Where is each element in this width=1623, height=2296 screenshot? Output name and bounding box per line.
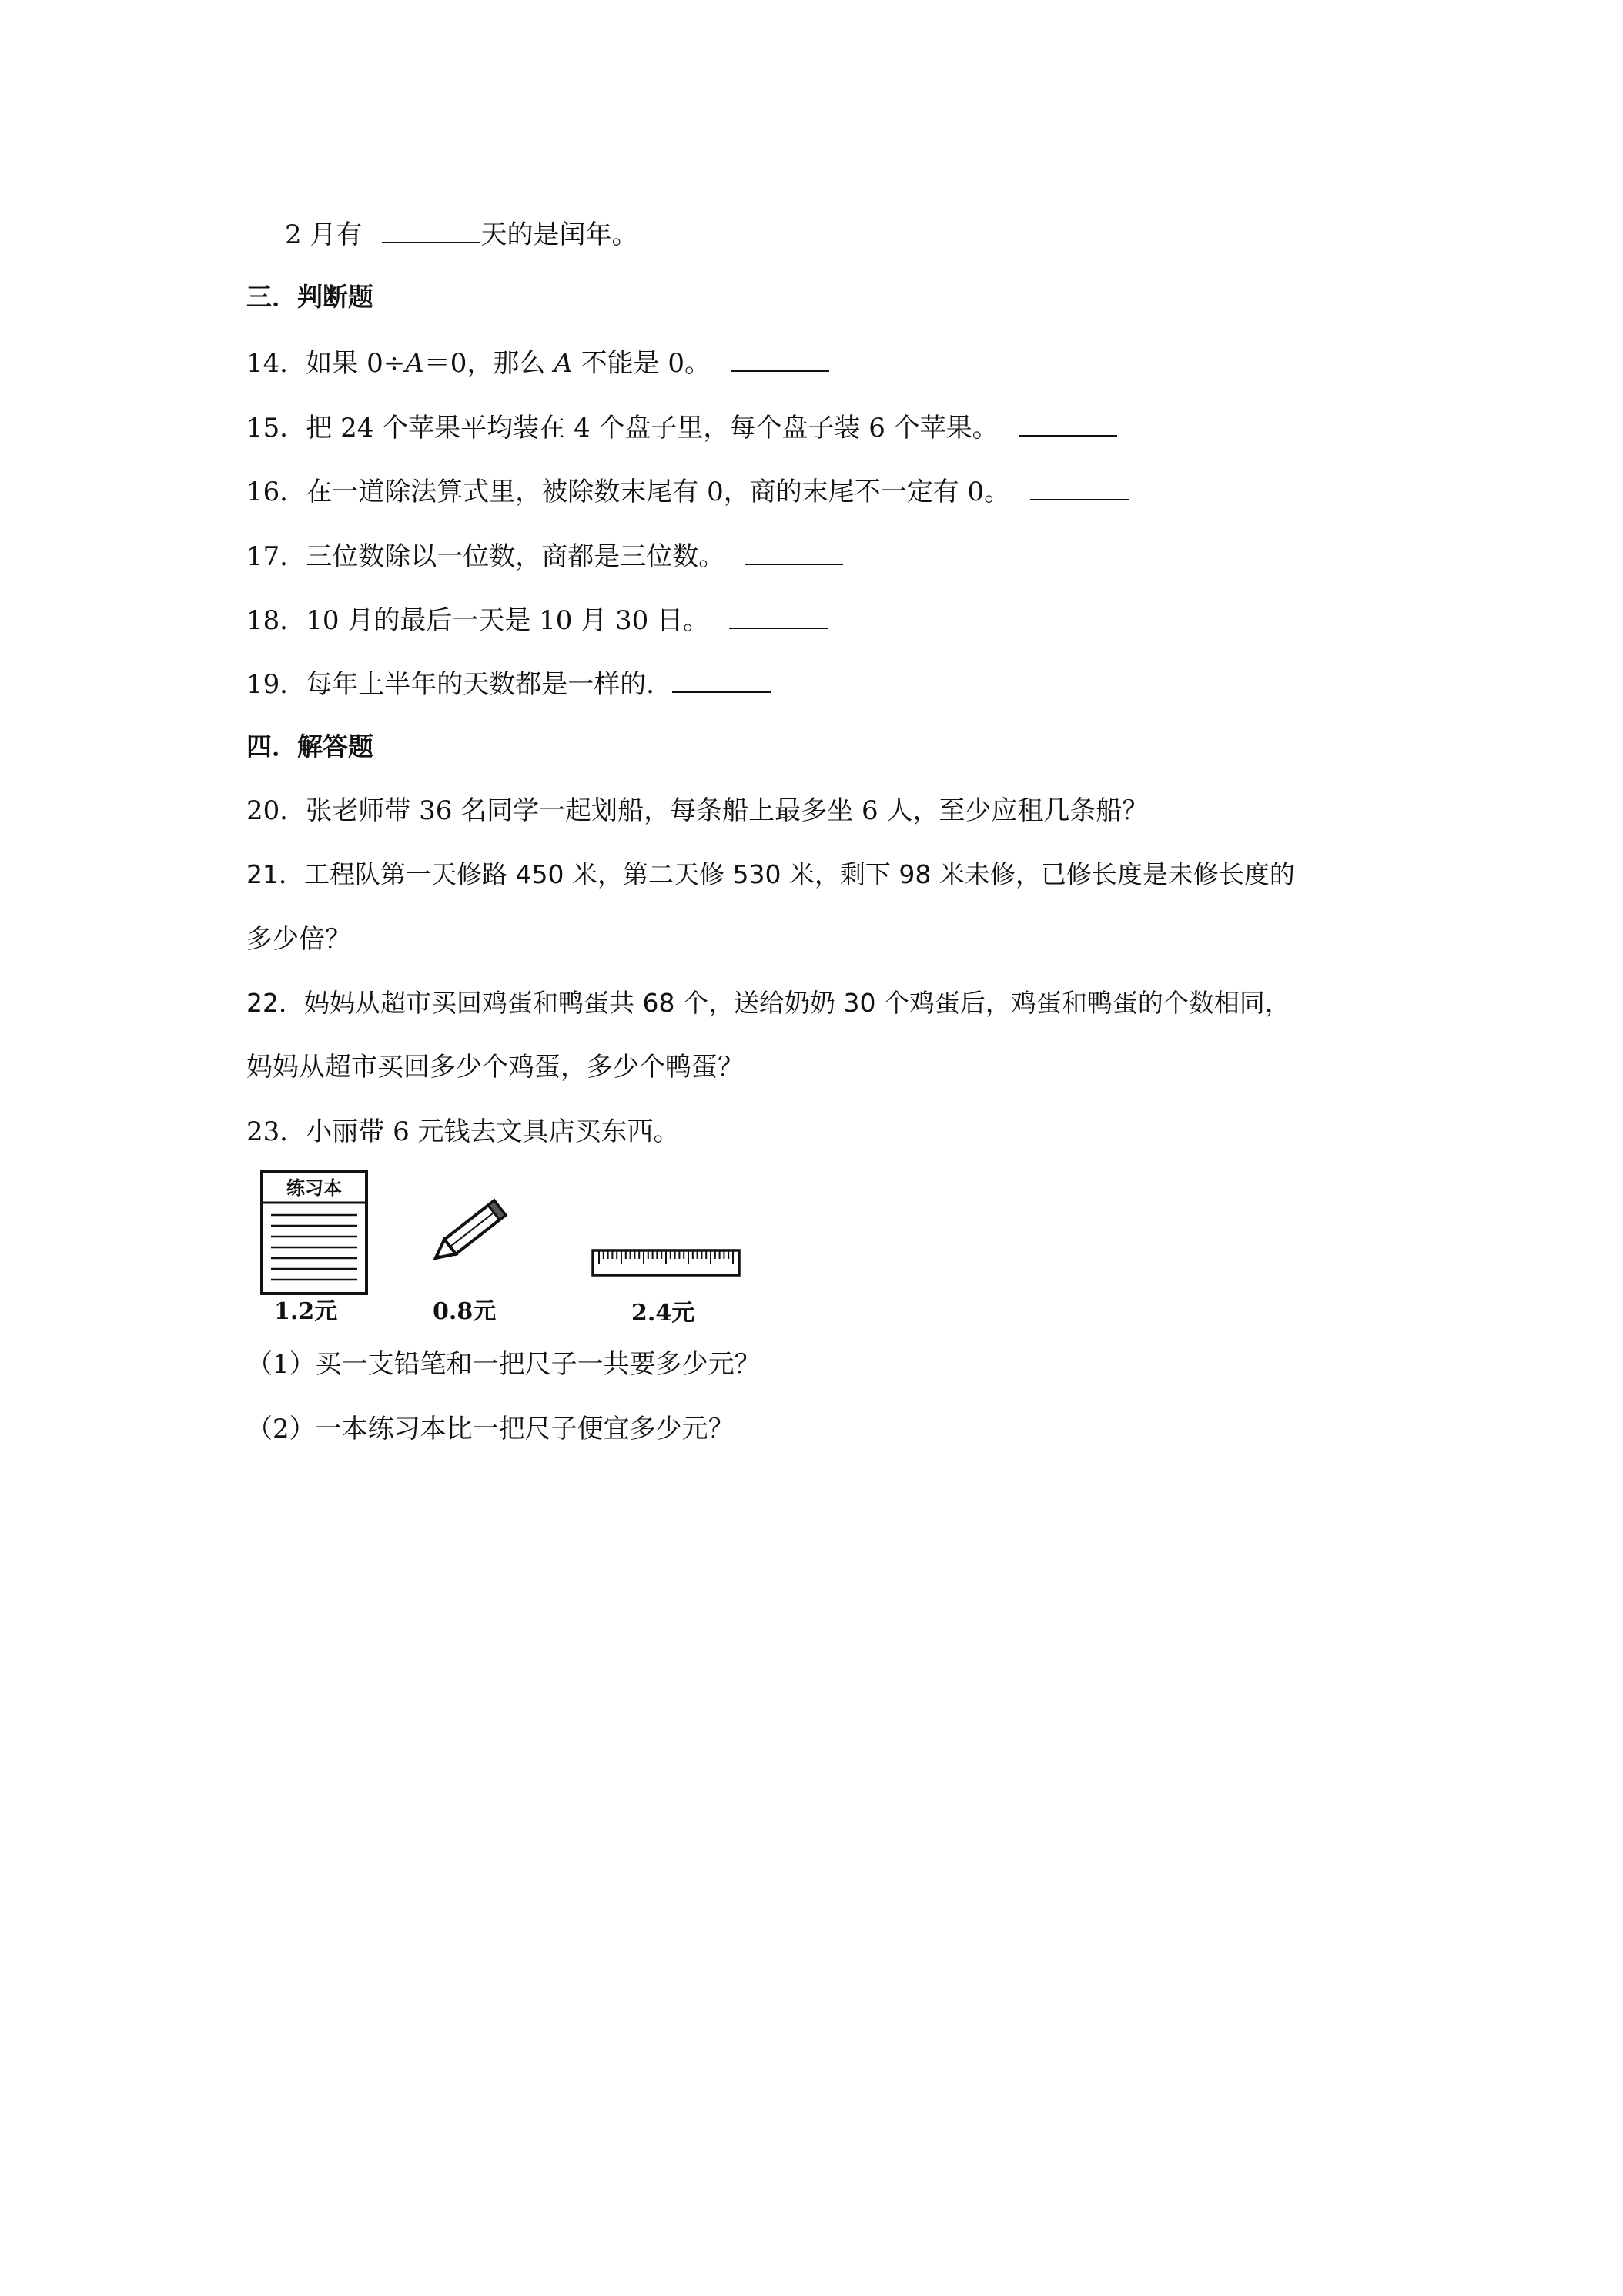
question-21-line2: 多少倍？ — [246, 924, 351, 955]
pencil-price: 0.8元 — [433, 1298, 497, 1325]
notebook-price: 1.2元 — [274, 1298, 338, 1325]
answer-blank[interactable] — [729, 603, 828, 629]
question-15: 15．把 24 个苹果平均装在 4 个盘子里，每个盘子装 6 个苹果。 — [246, 410, 1117, 443]
answer-blank[interactable] — [382, 217, 480, 243]
question-23-sub2: （2）一本练习本比一把尺子便宜多少元？ — [246, 1414, 735, 1444]
pencil-icon — [423, 1192, 524, 1269]
answer-blank[interactable] — [1030, 474, 1129, 500]
question-23-sub1: （1）买一支铅笔和一把尺子一共要多少元？ — [246, 1349, 761, 1380]
section-title-judgment: 三．判断题 — [246, 282, 373, 312]
notebook-icon — [260, 1170, 368, 1295]
fill-blank-continuation: 2 月有 天的是闰年。 — [285, 217, 637, 250]
answer-blank[interactable] — [731, 346, 829, 372]
question-18: 18．10 月的最后一天是 10 月 30 日。 — [246, 603, 828, 636]
answer-blank[interactable] — [672, 667, 771, 693]
notebook-label: 练习本 — [286, 1177, 342, 1199]
question-20: 20．张老师带 36 名同学一起划船，每条船上最多坐 6 人，至少应租几条船？ — [246, 795, 1149, 826]
question-19: 19．每年上半年的天数都是一样的． — [246, 667, 771, 700]
question-17: 17．三位数除以一位数，商都是三位数。 — [246, 539, 843, 572]
question-23: 23．小丽带 6 元钱去文具店买东西。 — [246, 1116, 680, 1147]
answer-blank[interactable] — [745, 539, 843, 565]
question-22-line2: 妈妈从超市买回多少个鸡蛋，多少个鸭蛋？ — [246, 1052, 744, 1083]
answer-blank[interactable] — [1019, 410, 1117, 437]
ruler-icon — [591, 1249, 741, 1277]
question-21-line1: 21．工程队第一天修路 450 米，第二天修 530 米，剩下 98 米未修，已修长度是未修长度的 — [246, 859, 1295, 889]
question-22-line1: 22．妈妈从超市买回鸡蛋和鸭蛋共 68 个，送给奶奶 30 个鸡蛋后，鸡蛋和鸭蛋的个数相同， — [246, 988, 1290, 1018]
question-16: 16．在一道除法算式里，被除数末尾有 0，商的末尾不一定有 0。 — [246, 474, 1129, 507]
question-14: 14．如果 0÷A＝0，那么 A 不能是 0。 — [246, 346, 829, 379]
section-title-answer: 四．解答题 — [246, 731, 373, 761]
ruler-price: 2.4元 — [631, 1300, 695, 1327]
